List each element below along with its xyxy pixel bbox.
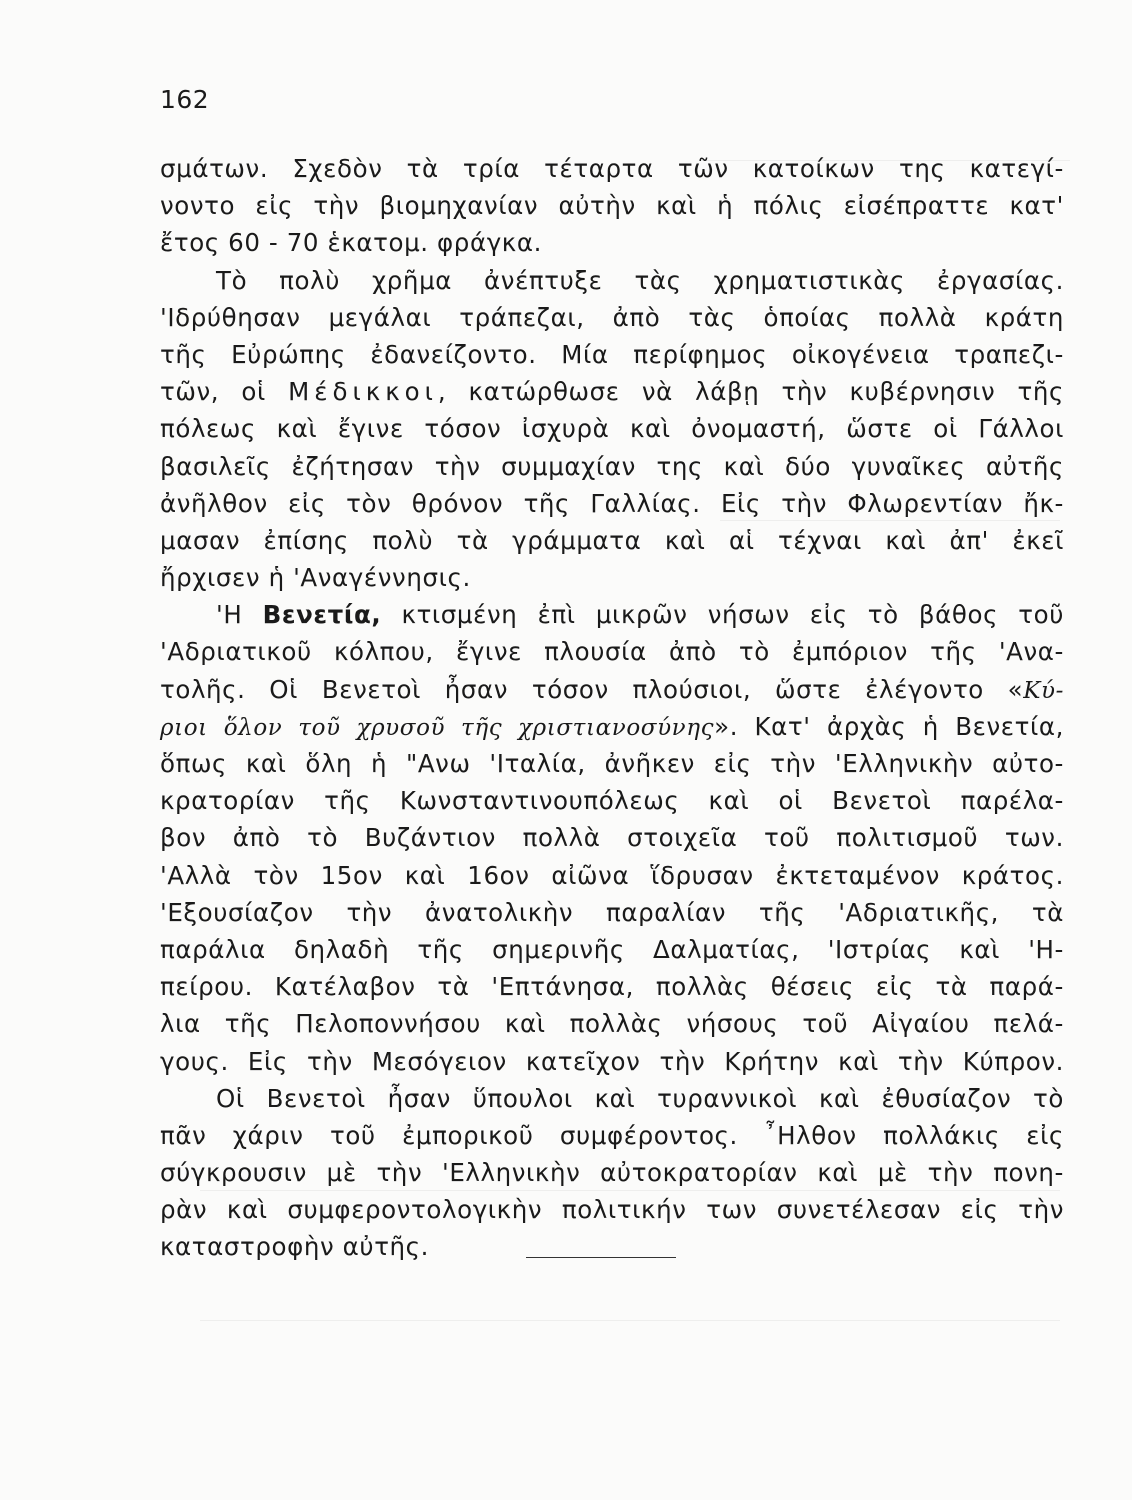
text-line: 'Αδριατικοῦ κόλπου, ἔγινε πλουσία ἀπὸ τὸ ἐμπόριον τῆς 'Ανα- <box>160 637 1064 667</box>
text-line <box>160 671 1064 708</box>
text-line <box>160 708 1064 745</box>
text-line: βον ἀπὸ τὸ Βυζάντιον πολλὰ στοιχεῖα τοῦ πολιτισμοῦ των. <box>160 823 1064 853</box>
paragraph-2 <box>160 262 1064 597</box>
italic-quote: Κύ- <box>1023 677 1064 704</box>
text-line: τῆς Εὐρώπης ἐδανείζοντο. Μία περίφημος οἰκογένεια τραπεζι- <box>160 339 1064 369</box>
section-separator-rule <box>526 1257 676 1258</box>
text-line: νοντο εἰς τὴν βιομηχανίαν αὐτὴν καὶ ἡ πόλις εἰσέπραττε κατ' <box>160 191 1064 221</box>
text-line: 'Ιδρύθησαν μεγάλαι τράπεζαι, ἀπὸ τὰς ὁποίας πολλὰ κράτη <box>160 302 1064 332</box>
text-line: λια τῆς Πελοποννήσου καὶ πολλὰς νήσους τοῦ Αἰγαίου πελά- <box>160 1009 1064 1039</box>
text-line: ὅπως καὶ ὅλη ἡ "Ανω 'Ιταλία, ἀνῆκεν εἰς τὴν 'Ελληνικὴν αὐτο- <box>160 749 1064 778</box>
text-line: Οἱ Βενετοὶ ἦσαν ὕπουλοι καὶ τυραννικοὶ καὶ ἐθυσίαζον τὸ <box>216 1083 1064 1113</box>
text-line: πείρου. Κατέλαβον τὰ 'Επτάνησα, πολλὰς θέσεις εἰς τὰ παρά- <box>160 972 1064 1002</box>
body-text <box>160 150 1064 1266</box>
text-line: πᾶν χάριν τοῦ ἐμπορικοῦ συμφέροντος. ῏Ηλθον πολλάκις εἰς <box>160 1120 1064 1150</box>
text-line <box>160 596 1064 633</box>
text-line: 'Αλλὰ τὸν 15ον καὶ 16ον αἰῶνα ἵδρυσαν ἐκτεταμένον κράτος. <box>160 860 1064 890</box>
text-line: γους. Εἰς τὴν Μεσόγειον κατεῖχον τὴν Κρήτην καὶ τὴν Κύπρον. <box>160 1046 1064 1076</box>
text-line: παράλια δηλαδὴ τῆς σημερινῆς Δαλματίας, 'Ιστρίας καὶ 'Η- <box>160 934 1064 964</box>
text-run: ». Κατ' ἀρχὰς ἡ Βενετία, <box>714 711 1064 741</box>
text-run: , κατώρθωσε νὰ λάβῃ τὴν κυβέρνησιν τῆς <box>437 377 1065 407</box>
text-line: μασαν ἐπίσης πολὺ τὰ γράμματα καὶ αἱ τέχναι καὶ ἀπ' ἐκεῖ <box>160 525 1064 555</box>
paragraph-4 <box>160 1080 1064 1266</box>
text-line: βασιλεῖς ἐζήτησαν τὴν συμμαχίαν της καὶ δύο γυναῖκες αὐτῆς <box>160 451 1064 481</box>
text-run: τῶν, οἱ <box>160 377 289 407</box>
text-line: ρὰν καὶ συμφεροντολογικὴν πολιτικήν των συνετέλεσαν εἰς τὴν <box>160 1195 1064 1225</box>
paragraph-1 <box>160 150 1064 262</box>
text-line: Τὸ πολὺ χρῆμα ἀνέπτυξε τὰς χρηματιστικὰς ἐργασίας. <box>216 265 1064 295</box>
text-line: σύγκρουσιν μὲ τὴν 'Ελληνικὴν αὐτοκρατορίαν καὶ μὲ τὴν πονη- <box>160 1158 1064 1188</box>
text-line: καταστροφὴν αὐτῆς. <box>160 1232 430 1262</box>
venice-heading-term: Βενετία, <box>262 600 382 630</box>
text-line: 'Εξουσίαζον τὴν ἀνατολικὴν παραλίαν τῆς 'Αδριατικῆς, τὰ <box>160 897 1064 927</box>
paragraph-3 <box>160 596 1064 1079</box>
text-line: ἀνῆλθον εἰς τὸν θρόνον τῆς Γαλλίας. Εἰς τὴν Φλωρεντίαν ἤκ- <box>160 488 1064 518</box>
show-through-mark <box>200 1320 1060 1321</box>
text-run: κτισμένη ἐπὶ μικρῶν νήσων εἰς τὸ βάθος τοῦ <box>381 600 1064 630</box>
text-line: κρατορίαν τῆς Κωνσταντινουπόλεως καὶ οἱ Βενετοὶ παρέλα- <box>160 786 1064 816</box>
text-line: σμάτων. Σχεδὸν τὰ τρία τέταρτα τῶν κατοίκων της κατεγί- <box>160 154 1064 183</box>
text-line: ἔτος 60 - 70 ἑκατομ. φράγκα. <box>160 228 542 258</box>
page-number: 162 <box>160 85 210 114</box>
medici-name: Μέδικκοι <box>288 377 438 407</box>
text-line: πόλεως καὶ ἔγινε τόσον ἰσχυρὰ καὶ ὀνομαστή, ὥστε οἱ Γάλλοι <box>160 414 1064 444</box>
text-line <box>160 373 1064 410</box>
italic-quote: ριοι ὅλον τοῦ χρυσοῦ τῆς χριστιανοσύνης <box>160 714 715 741</box>
text-run: 'Η <box>216 600 263 630</box>
text-line: ἤρχισεν ἡ 'Αναγέννησις. <box>160 563 471 593</box>
text-run: τολῆς. Οἱ Βενετοὶ ἦσαν τόσον πλούσιοι, ὥστε ἐλέγοντο « <box>160 674 1024 704</box>
